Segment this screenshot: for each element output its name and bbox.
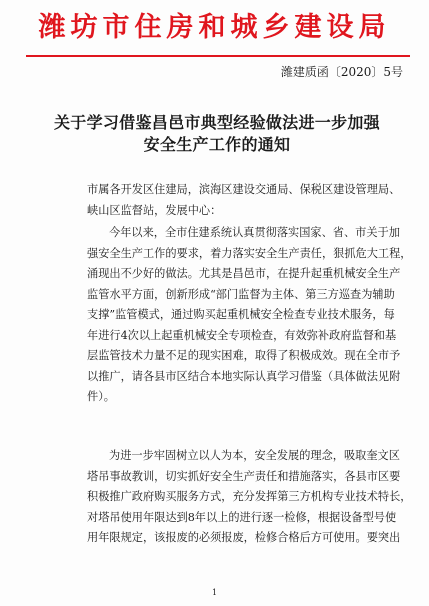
paragraph-line: 涌现出不少好的做法。尤其是昌邑市，在提升起重机械安全生产 [87,267,401,280]
paragraph-line: 年进行4次以上起重机械安全专项检查，有效弥补政府监督和基 [87,328,397,342]
title-line: 安全生产工作的通知 [143,135,291,154]
header-red-rule [26,55,410,57]
paragraph-line: 今年以来，全市住建系统认真贯彻落实国家、省、市关于加 [109,226,400,239]
paragraph-line: 件）。 [87,390,115,403]
issuing-org-header: 潍坊市住房和城乡建设局 [38,12,391,43]
paragraph-line: 用年限规定，该报废的必须报废，检修合格后方可使用。要突出 [87,531,401,544]
paragraph-line: 塔吊事故教训，切实抓好安全生产责任和措施落实，各县市区要 [87,469,401,483]
paragraph-line: 层监管技术力量不足的现实困难，取得了积极成效。现在全市予 [87,349,401,362]
paragraph-2 [87,446,412,549]
paragraph-line: 强安全生产工作的要求，着力落实安全生产责任，狠抓危大工程， [87,246,412,260]
paragraph-line: 积极推广政府购买服务方式，充分发挥第三方机构专业技术特长， [87,490,412,503]
page-number: 1 [211,588,218,597]
paragraph-line: 支撑”监管模式，通过购买起重机械安全检查专业技术服务，每 [87,308,395,321]
paragraph-line: 对塔吊使用年限达到8年以上的进行逐一检修，根据设备型号使 [87,510,397,524]
salutation [87,180,407,221]
document-title [22,112,412,156]
salutation-line: 市属各开发区住建局，滨海区建设交通局、保税区建设管理局、 [87,183,401,196]
paragraph-1 [87,223,412,408]
paragraph-line: 以推广，请各县市区结合本地实际认真学习借鉴（具体做法见附 [87,369,401,383]
title-line: 关于学习借鉴昌邑市典型经验做法进一步加强 [53,113,380,132]
paragraph-line: 监管水平方面，创新形成“部门监督为主体、第三方巡查为辅助 [87,287,395,301]
document-number: 潍建质函〔2020〕5号 [280,65,403,79]
salutation-line: 峡山区监督站，发展中心： [87,203,222,217]
paragraph-line: 为进一步牢固树立以人为本，安全发展的理念，吸取奎文区 [109,449,400,462]
